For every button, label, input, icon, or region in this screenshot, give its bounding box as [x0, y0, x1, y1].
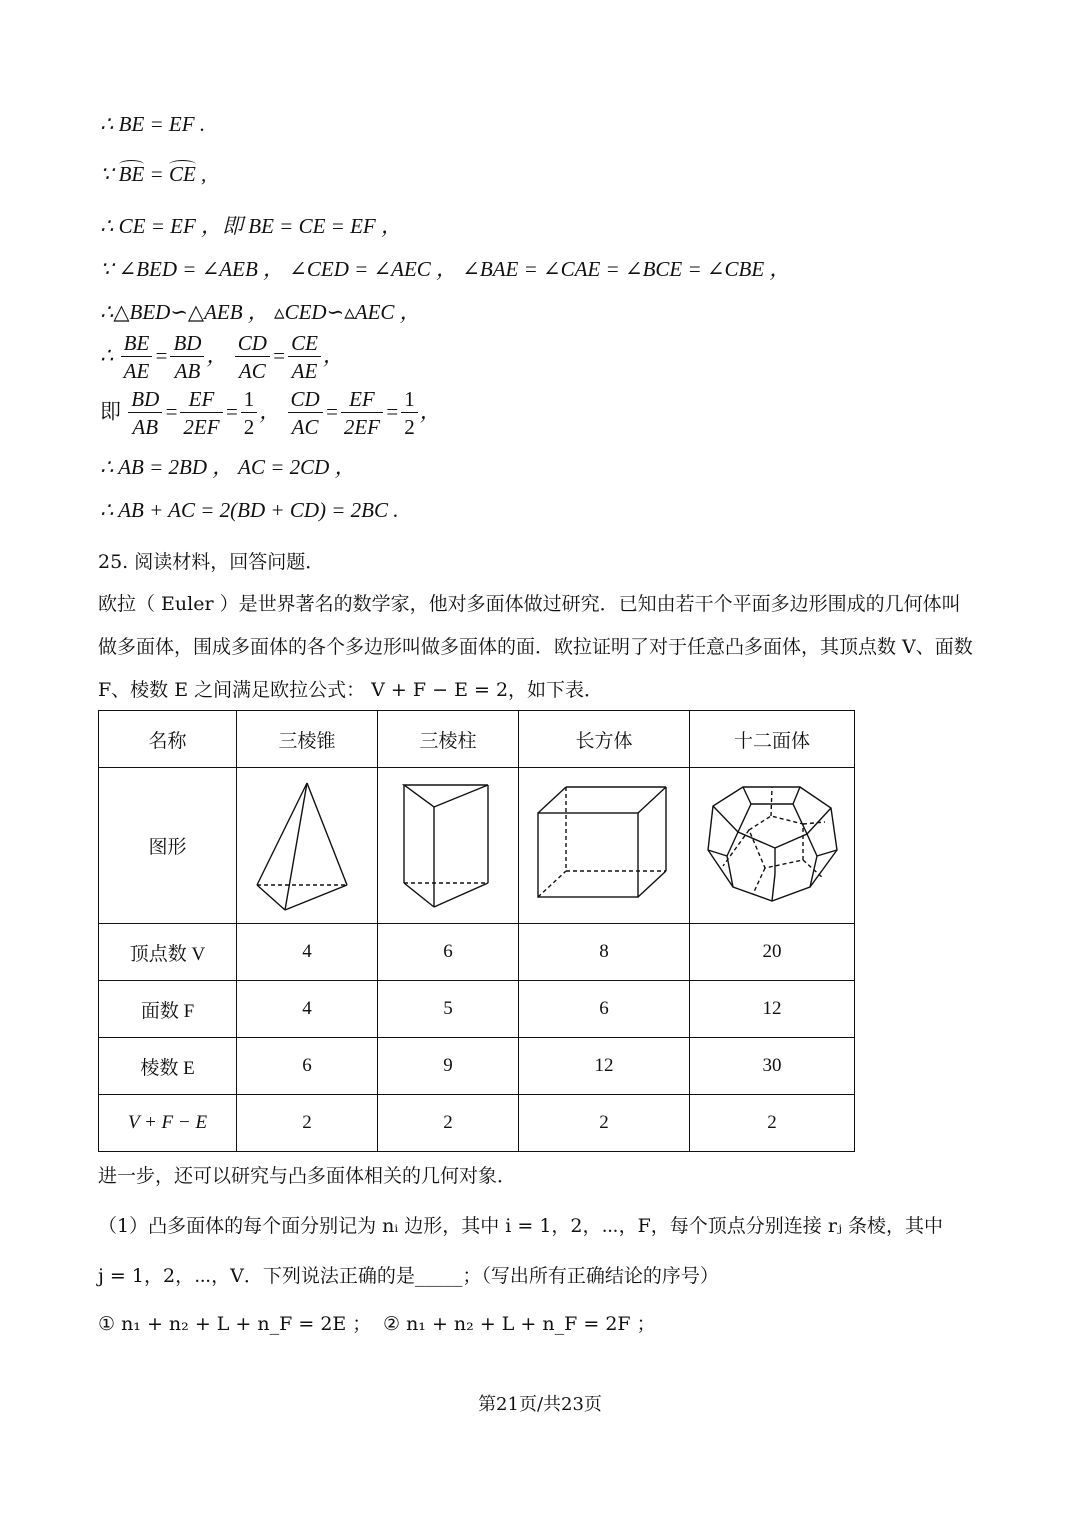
cell: 2 — [519, 1095, 690, 1152]
cell: 2 — [378, 1095, 519, 1152]
sub-question-1a: （1）凸多面体的每个面分别记为 nᵢ 边形，其中 i = 1，2，⋯，F，每个顶点分别连接 rⱼ 条棱，其中 — [98, 1215, 943, 1237]
fraction: $\frac{1}{2}$ — [241, 386, 258, 441]
fig-label: 图形 — [99, 768, 237, 924]
cell: 12 — [519, 1038, 690, 1095]
prism-figure — [378, 768, 519, 924]
option-1: ① n₁ + n₂ + L + n_F = 2E ； — [98, 1313, 372, 1335]
fraction: $\frac{BE}{AE}$ — [121, 330, 153, 385]
th-cuboid: 长方体 — [519, 711, 690, 768]
fraction: $\frac{BD}{AB}$ — [170, 330, 204, 385]
row-label-euler: V + F − E — [99, 1095, 237, 1152]
proof-line-3: ∴ CE = EF ，即 BE = CE = EF ， — [100, 214, 403, 238]
proof-line-4: ∵ ∠BED = ∠AEB ， ∠CED = ∠AEC ， ∠BAE = ∠CAE = ∠BCE = ∠CBE ， — [100, 257, 791, 281]
proof-line-7: 即 $\frac{BD}{AB}$ = $\frac{EF}{2EF}$ = $\frac{1}{2}$ ， $\frac{CD}{AC}$ = $\frac{EF}{2EF}$ = $\frac{1}{2}$ ， — [100, 387, 441, 439]
cell: 2 — [237, 1095, 378, 1152]
row-label-edges: 棱数 E — [99, 1038, 237, 1095]
proof-line-8: ∴ AB = 2BD ， AC = 2CD ， — [100, 455, 356, 479]
cell: 20 — [690, 924, 855, 981]
option-2: ② n₁ + n₂ + L + n_F = 2F ； — [383, 1313, 656, 1335]
fraction: $\frac{CE}{AE}$ — [288, 330, 321, 385]
after-table-text: 进一步，还可以研究与凸多面体相关的几何对象． — [98, 1165, 517, 1187]
cell: 6 — [519, 981, 690, 1038]
fraction: $\frac{EF}{2EF}$ — [180, 386, 222, 441]
cell: 12 — [690, 981, 855, 1038]
cell: 30 — [690, 1038, 855, 1095]
cell: 6 — [378, 924, 519, 981]
cell: 4 — [237, 924, 378, 981]
th-tetrahedron: 三棱锥 — [237, 711, 378, 768]
th-prism: 三棱柱 — [378, 711, 519, 768]
euler-table — [98, 710, 855, 1152]
cell: 4 — [237, 981, 378, 1038]
cell: 5 — [378, 981, 519, 1038]
fraction: $\frac{1}{2}$ — [401, 386, 418, 441]
fraction: $\frac{CD}{AC}$ — [235, 330, 270, 385]
cell: 8 — [519, 924, 690, 981]
dodecahedron-figure — [690, 768, 855, 924]
th-dodecahedron: 十二面体 — [690, 711, 855, 768]
cuboid-figure — [519, 768, 690, 924]
tetrahedron-figure — [237, 768, 378, 924]
row-label-vertices: 顶点数 V — [99, 924, 237, 981]
fraction: $\frac{CD}{AC}$ — [288, 386, 323, 441]
arc-ce: CE — [168, 162, 196, 186]
th-name: 名称 — [99, 711, 237, 768]
q25-paragraph: 欧拉（ Euler ）是世界著名的数学家，他对多面体做过研究．已知由若干个平面多边形围成的几何体叫做多面体，围成多面体的各个多边形叫做多面体的面．欧拉证明了对于任意凸多面体，其顶点数 V、面数 F、棱数 E 之间满足欧拉公式： V + F − E = 2，如下表． — [98, 593, 973, 701]
arc-be: BE — [118, 162, 145, 186]
fraction: $\frac{EF}{2EF}$ — [341, 386, 383, 441]
proof-line-1: ∴ BE = EF . — [100, 112, 206, 136]
q25-title: 25. 阅读材料，回答问题． — [98, 551, 325, 573]
row-label-faces: 面数 F — [99, 981, 237, 1038]
cell: 9 — [378, 1038, 519, 1095]
sub-question-1b: j = 1，2，⋯，V．下列说法正确的是_____；（写出所有正确结论的序号） — [98, 1265, 719, 1287]
proof-line-9: ∴ AB + AC = 2(BD + CD) = 2BC . — [100, 498, 399, 522]
proof-line-6: ∴ $\frac{BE}{AE}$ = $\frac{BD}{AB}$ ， $\frac{CD}{AC}$ = $\frac{CE}{AE}$ ， — [100, 331, 344, 383]
proof-line-5: ∴△BED∽△AEB ， ▵CED∽▵AEC ， — [100, 300, 421, 324]
cell: 6 — [237, 1038, 378, 1095]
cell: 2 — [690, 1095, 855, 1152]
fraction: $\frac{BD}{AB}$ — [128, 386, 162, 441]
page-footer: 第21页/共23页 — [478, 1394, 602, 1415]
proof-line-2: ∵ BE = CE , — [100, 162, 207, 186]
